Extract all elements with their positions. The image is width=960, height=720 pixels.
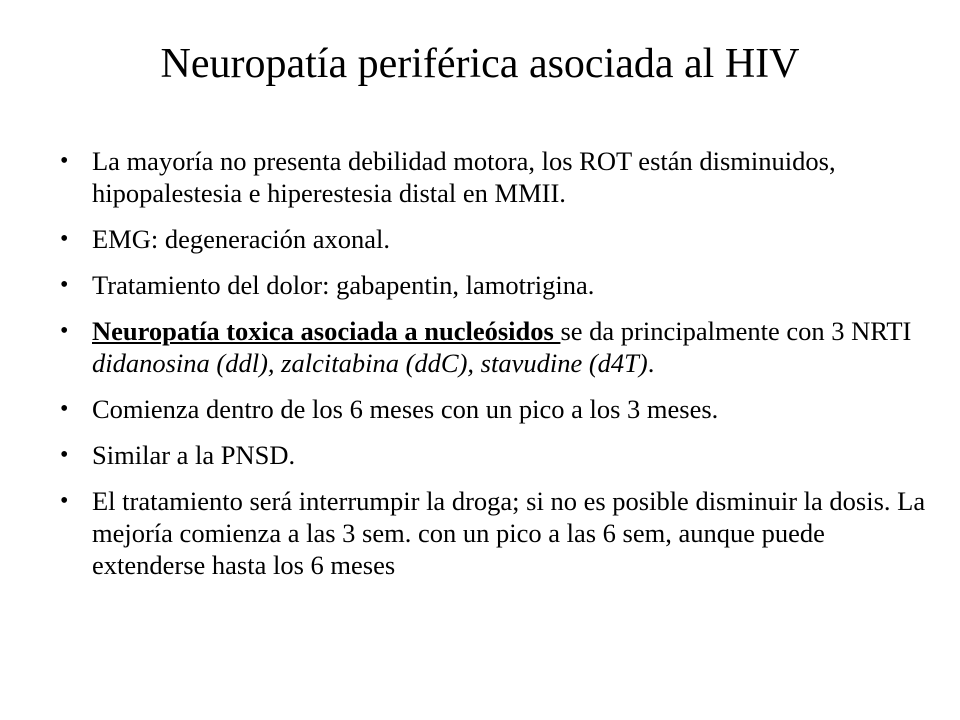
bullet-text: El tratamiento será interrumpir la droga; si no es posible disminuir la dosis. La mejoría comienza a las 3 sem. con un pico a las 6 sem, aunque puede extenderse hasta los 6 meses <box>92 486 926 580</box>
bullet-text: EMG: degeneración axonal. <box>92 224 391 254</box>
bullet-emphasis: Neuropatía toxica asociada a nucleósidos <box>92 316 561 346</box>
bullet-item <box>60 393 940 425</box>
bullet-text: La mayoría no presenta debilidad motora, los ROT están disminuidos, hipopalestesia e hiperestesia distal en MMII. <box>92 146 836 208</box>
slide-title: Neuropatía periférica asociada al HIV <box>160 41 800 87</box>
bullet-icon: • <box>60 272 69 298</box>
bullet-item <box>60 223 940 255</box>
bullet-icon: • <box>60 148 69 174</box>
bullet-italic-drugs: didanosina (ddl), zalcitabina (ddC), stavudine (d4T) <box>92 348 648 378</box>
bullet-text: Comienza dentro de los 6 meses con un pico a los 3 meses. <box>92 394 719 424</box>
bullet-icon: • <box>60 396 69 422</box>
bullet-end: . <box>647 348 655 378</box>
bullet-icon: • <box>60 318 69 344</box>
bullet-text: Similar a la PNSD. <box>92 440 296 470</box>
bullet-icon: • <box>60 226 69 252</box>
bullet-list <box>60 145 940 595</box>
bullet-item <box>60 315 940 379</box>
bullet-text: Tratamiento del dolor: gabapentin, lamotrigina. <box>92 270 595 300</box>
bullet-item <box>60 485 940 581</box>
bullet-item <box>60 145 940 209</box>
bullet-text: se da principalmente con 3 NRTI <box>560 316 912 346</box>
bullet-item <box>60 439 940 471</box>
bullet-icon: • <box>60 488 69 514</box>
bullet-icon: • <box>60 442 69 468</box>
bullet-item <box>60 269 940 301</box>
